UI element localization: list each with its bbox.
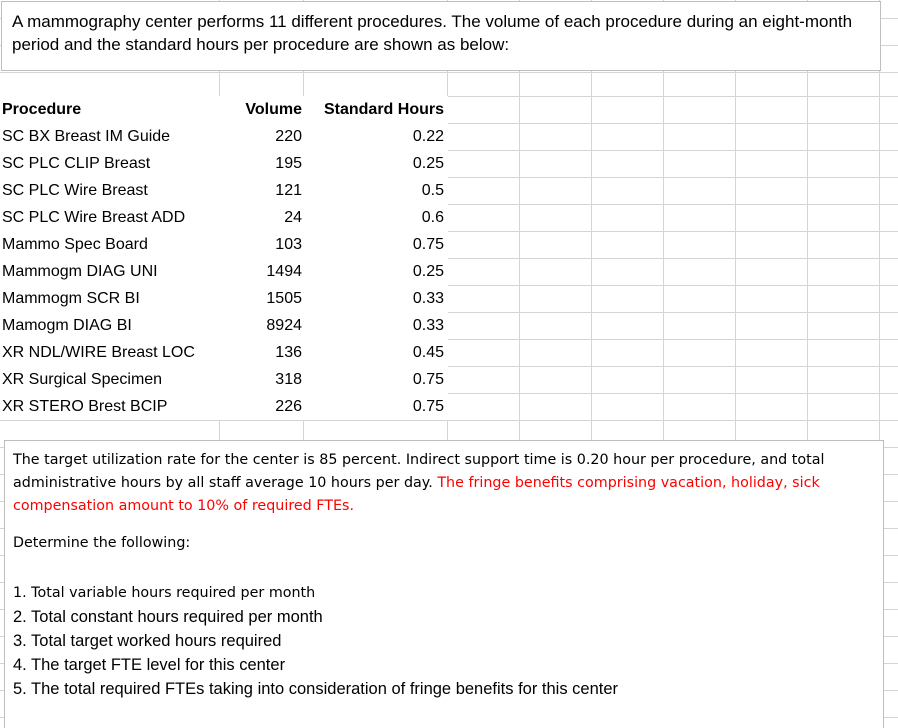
standard-hours-cell[interactable]: 0.75 [412, 371, 444, 388]
table-row [0, 285, 448, 312]
table-row [0, 231, 448, 258]
procedure-cell[interactable]: Mamogm DIAG BI [2, 317, 132, 334]
volume-cell[interactable]: 1494 [266, 263, 302, 280]
standard-hours-cell[interactable]: 0.45 [412, 344, 444, 361]
problem-text: The target utilization rate for the center is 85 percent. Indirect support time is 0.20 hour per procedure, and total administrative hours by all staff average 10 hours per day. [13, 452, 825, 491]
intro-text: A mammography center performs 11 different procedures. The volume of each procedure during an eight-month period and the standard hours per procedure are shown as below: [12, 12, 853, 54]
standard-hours-cell[interactable]: 0.5 [421, 182, 444, 199]
volume-cell[interactable]: 1505 [266, 290, 302, 307]
table-row [0, 150, 448, 177]
standard-hours-cell[interactable]: 0.22 [412, 128, 444, 145]
problem-text-box[interactable] [4, 440, 884, 728]
header-procedure[interactable]: Procedure [2, 101, 82, 118]
procedure-cell[interactable]: SC PLC Wire Breast ADD [2, 209, 186, 226]
procedure-table [0, 96, 448, 420]
standard-hours-cell[interactable]: 0.25 [412, 263, 444, 280]
volume-cell[interactable]: 121 [275, 182, 302, 199]
volume-cell[interactable]: 8924 [266, 317, 302, 334]
question-item: 2. Total constant hours required per month [13, 608, 323, 626]
procedure-cell[interactable]: XR Surgical Specimen [2, 371, 163, 388]
question-list [13, 581, 875, 701]
volume-cell[interactable]: 103 [275, 236, 302, 253]
header-standard-hours[interactable]: Standard Hours [323, 101, 444, 118]
volume-cell[interactable]: 220 [275, 128, 302, 145]
procedure-cell[interactable]: Mammogm DIAG UNI [2, 263, 158, 280]
table-row [0, 123, 448, 150]
procedure-cell[interactable]: SC PLC CLIP Breast [2, 155, 151, 172]
table-row [0, 177, 448, 204]
procedure-cell[interactable]: XR STERO Brest BCIP [2, 398, 168, 415]
grid-line [0, 420, 898, 421]
table-row [0, 312, 448, 339]
table-row [0, 258, 448, 285]
procedure-cell[interactable]: Mammo Spec Board [2, 236, 148, 253]
problem-paragraph [13, 449, 875, 518]
fringe-benefits-note: The fringe benefits comprising vacation, holiday, sick compensation amount to 10% of required FTEs. [13, 475, 820, 514]
table-row [0, 393, 448, 420]
volume-cell[interactable]: 24 [284, 209, 302, 226]
volume-cell[interactable]: 195 [275, 155, 302, 172]
table-row [0, 366, 448, 393]
question-item: 3. Total target worked hours required [13, 632, 282, 650]
procedure-cell[interactable]: XR NDL/WIRE Breast LOC [2, 344, 195, 361]
volume-cell[interactable]: 226 [275, 398, 302, 415]
procedure-cell[interactable]: SC BX Breast IM Guide [2, 128, 171, 145]
table-row [0, 339, 448, 366]
question-item: 4. The target FTE level for this center [13, 656, 286, 674]
standard-hours-cell[interactable]: 0.25 [412, 155, 444, 172]
standard-hours-cell[interactable]: 0.33 [412, 290, 444, 307]
table-header-row [0, 96, 448, 123]
table-row [0, 204, 448, 231]
question-item: 1. Total variable hours required per month [13, 585, 316, 601]
procedure-cell[interactable]: Mammogm SCR BI [2, 290, 140, 307]
standard-hours-cell[interactable]: 0.33 [412, 317, 444, 334]
standard-hours-cell[interactable]: 0.75 [412, 236, 444, 253]
determine-heading: Determine the following: [13, 535, 191, 551]
volume-cell[interactable]: 318 [275, 371, 302, 388]
standard-hours-cell[interactable]: 0.6 [421, 209, 444, 226]
procedure-cell[interactable]: SC PLC Wire Breast [2, 182, 148, 199]
volume-cell[interactable]: 136 [275, 344, 302, 361]
header-volume[interactable]: Volume [245, 101, 302, 118]
grid-line [0, 72, 898, 73]
intro-text-box[interactable] [1, 1, 881, 71]
standard-hours-cell[interactable]: 0.75 [412, 398, 444, 415]
question-item: 5. The total required FTEs taking into consideration of fringe benefits for this center [13, 680, 619, 698]
